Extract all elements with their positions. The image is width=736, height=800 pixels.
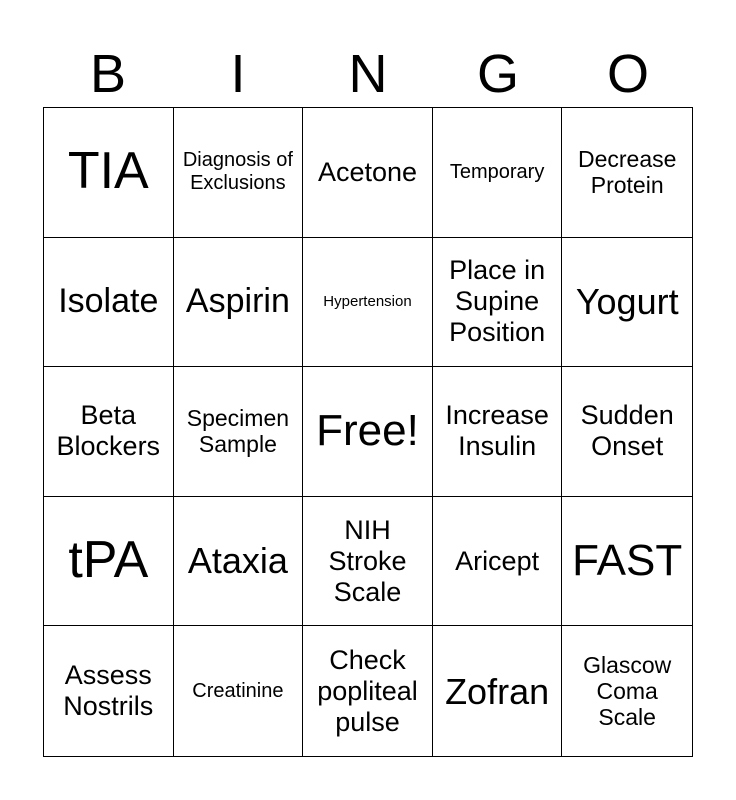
bingo-cell-text: Creatinine	[192, 679, 284, 702]
bingo-cell-text: NIH Stroke Scale	[328, 514, 407, 607]
bingo-cell-text: Increase Insulin	[445, 400, 549, 462]
bingo-cell-r1c4[interactable]	[433, 108, 563, 238]
bingo-cell-text: Glascow Coma Scale	[583, 651, 672, 731]
bingo-cell-text: Temporary	[449, 160, 545, 183]
bingo-cell-r5c4[interactable]	[433, 626, 563, 756]
bingo-cell-text: Check popliteal pulse	[317, 644, 418, 737]
bingo-cell-r3c5[interactable]	[562, 367, 692, 497]
bingo-cell-r5c1[interactable]	[44, 626, 174, 756]
bingo-cell-r4c3[interactable]	[303, 497, 433, 627]
header-letter-g: G	[476, 44, 519, 104]
bingo-cell-r2c3[interactable]	[303, 238, 433, 368]
bingo-cell-r3c4[interactable]	[433, 367, 563, 497]
bingo-cell-r3c1[interactable]	[44, 367, 174, 497]
bingo-cell-text: Assess Nostrils	[63, 660, 154, 722]
bingo-cell-r1c5[interactable]	[562, 108, 692, 238]
bingo-cell-text: Specimen Sample	[186, 405, 290, 458]
bingo-cell-r4c4[interactable]	[433, 497, 563, 627]
free-space-text: Free!	[316, 406, 419, 456]
bingo-cell-text: Isolate	[58, 282, 159, 321]
bingo-cell-text: Aspirin	[185, 282, 290, 321]
header-letter-b: B	[89, 44, 127, 104]
bingo-cell-text: Sudden Onset	[580, 400, 674, 462]
bingo-cell-r2c1[interactable]	[44, 238, 174, 368]
bingo-cell-text: Place in Supine Position	[449, 255, 546, 348]
bingo-cell-r2c2[interactable]	[174, 238, 304, 368]
bingo-cell-text: Zofran	[445, 670, 550, 712]
header-letter-o: O	[606, 44, 649, 104]
bingo-cell-text: Beta Blockers	[56, 400, 161, 462]
bingo-cell-r3c2[interactable]	[174, 367, 304, 497]
bingo-cell-text: Decrease Protein	[577, 145, 677, 199]
bingo-cell-r2c4[interactable]	[433, 238, 563, 368]
bingo-cell-r5c2[interactable]	[174, 626, 304, 756]
bingo-cell-text: FAST	[572, 535, 683, 585]
bingo-cell-text: Diagnosis of Exclusions	[182, 149, 293, 195]
bingo-cell-text: Yogurt	[575, 281, 679, 323]
bingo-cell-r4c1[interactable]	[44, 497, 174, 627]
bingo-cell-text: Ataxia	[187, 540, 288, 582]
bingo-cell-r1c3[interactable]	[303, 108, 433, 238]
bingo-card-grid	[43, 107, 693, 757]
bingo-cell-text: Acetone	[317, 156, 418, 187]
header-letter-n: N	[348, 44, 388, 104]
bingo-cell-free-space[interactable]	[303, 367, 433, 497]
bingo-cell-r5c3[interactable]	[303, 626, 433, 756]
header-letter-i: I	[230, 44, 246, 104]
bingo-cell-r1c1[interactable]	[44, 108, 174, 238]
bingo-cell-text: Hypertension	[323, 293, 412, 311]
bingo-cell-r4c5[interactable]	[562, 497, 692, 627]
bingo-header	[43, 40, 693, 108]
bingo-cell-text: tPA	[68, 531, 149, 590]
bingo-cell-r5c5[interactable]	[562, 626, 692, 756]
bingo-cell-r1c2[interactable]	[174, 108, 304, 238]
bingo-cell-r2c5[interactable]	[562, 238, 692, 368]
bingo-cell-text: Aricept	[455, 545, 540, 576]
bingo-cell-r4c2[interactable]	[174, 497, 304, 627]
bingo-cell-text: TIA	[67, 142, 149, 201]
